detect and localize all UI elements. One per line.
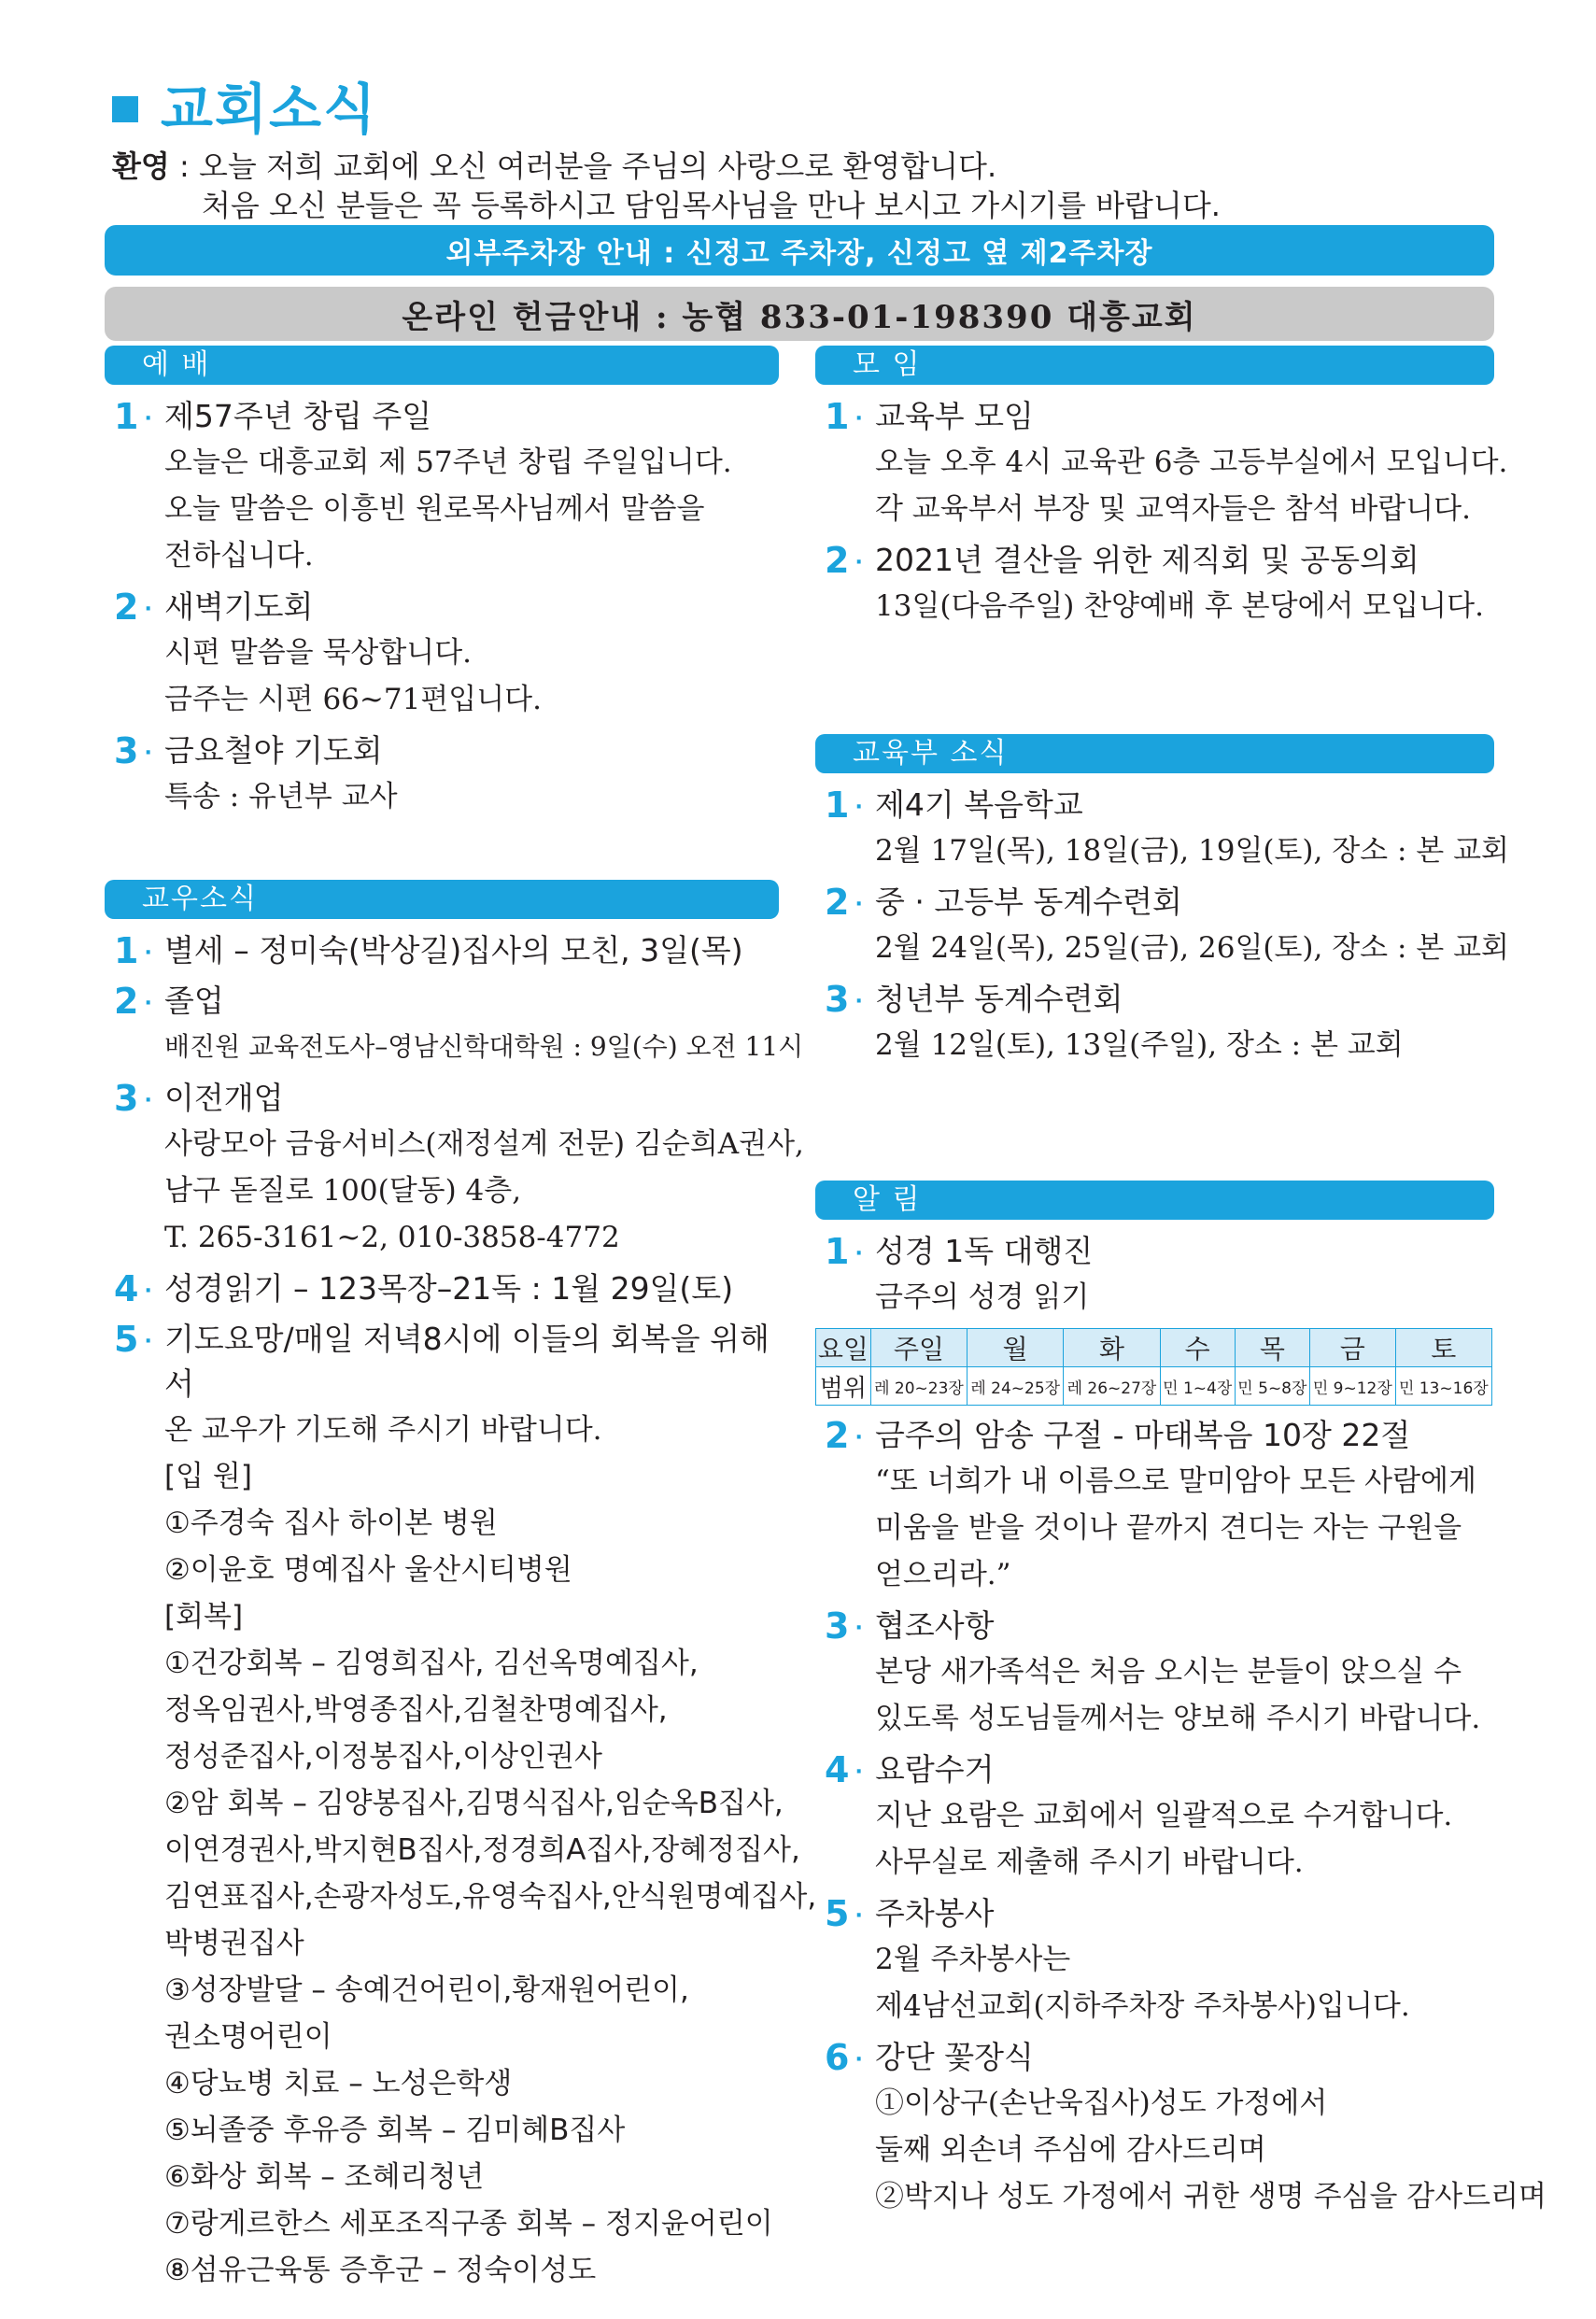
item-detail-line: 남구 돋질로 100(달동) 4층, [164, 1174, 522, 1208]
item-title-suffix: – 123목장–21독 : 1월 29일(토) [283, 1270, 734, 1307]
item-title [164, 394, 779, 439]
middle-dot-icon: · [144, 741, 152, 765]
item-title-text: 성경읽기 [164, 1270, 284, 1307]
item-title [875, 538, 1494, 583]
item-number [114, 1317, 152, 1365]
item-title [875, 1229, 1494, 1274]
item-title [875, 1747, 1494, 1792]
list-item [815, 1413, 1494, 1598]
list-item [105, 1076, 804, 1261]
welcome-label: 환영 [112, 148, 170, 184]
item-detail-line: ④당뇨병 치료 – 노성은학생 [164, 2067, 513, 2100]
list-item [815, 538, 1494, 629]
middle-dot-icon: · [854, 1760, 863, 1784]
item-number-digit: 1 [825, 1231, 850, 1272]
item-title [875, 1604, 1494, 1648]
table-cell: 레 24~25장 [967, 1367, 1064, 1406]
item-title-text: 제4기 복음학교 [875, 786, 1083, 823]
item-number [825, 977, 863, 1025]
item-detail-line: 2월 24일(목), 25일(금), 26일(토), 장소 : 본 교회 [875, 931, 1509, 965]
item-number [114, 1266, 152, 1314]
table-cell: 화 [1064, 1329, 1160, 1367]
item-title-text: 교육부 모임 [875, 398, 1034, 434]
welcome-message [112, 147, 1221, 225]
bible-reading-table [815, 1328, 1492, 1406]
worship-list [105, 394, 779, 820]
item-number-digit: 6 [825, 2037, 850, 2078]
item-detail-line: ⑥화상 회복 – 조혜리청년 [164, 2160, 485, 2194]
item-detail-line: 사랑모아 금융서비스(재정설계 전문) 김순희A권사, [164, 1127, 804, 1161]
item-detail-line: 김연표집사,손광자성도,유영숙집사,안식원명예집사, [164, 1880, 817, 1914]
list-item [105, 1317, 817, 2294]
item-detail-line: ⑧섬유근육통 증후군 – 정숙이성도 [164, 2254, 597, 2287]
item-number-digit: 2 [825, 540, 850, 581]
item-title-text: 졸업 [164, 983, 224, 1019]
middle-dot-icon: · [144, 1279, 152, 1303]
list-item [105, 585, 779, 723]
item-number [825, 1891, 863, 1939]
item-title-text: 금요철야 기도회 [164, 732, 383, 769]
item-detail-line: 본당 새가족석은 처음 오시는 분들이 앉으실 수 [875, 1655, 1462, 1689]
item-detail-line: 오늘 말씀은 이흥빈 원로목사님께서 말씀을 [164, 492, 705, 526]
item-title [875, 394, 1494, 439]
item-title [164, 928, 779, 973]
item-title [164, 1076, 779, 1121]
item-number-digit: 2 [114, 981, 139, 1022]
item-number-digit: 3 [114, 1078, 139, 1119]
item-detail-line: 정성준집사,이정봉집사,이상인권사 [164, 1740, 602, 1774]
table-row [816, 1367, 1492, 1406]
item-title-text: 요람수거 [875, 1751, 995, 1788]
item-detail-line: [입 원] [164, 1460, 252, 1493]
middle-dot-icon: · [854, 1425, 863, 1449]
item-title [875, 977, 1494, 1022]
item-detail-line: ①이상구(손난욱집사)성도 가정에서 [875, 2086, 1328, 2120]
item-detail-line: 13일(다음주일) 찬양예배 후 본당에서 모입니다. [875, 589, 1484, 623]
item-detail-line: 얻으리라.” [875, 1558, 1011, 1591]
item-number [825, 2035, 863, 2083]
list-item [815, 1229, 1494, 1321]
item-number [114, 728, 152, 776]
middle-dot-icon: · [144, 597, 152, 621]
item-number [825, 1604, 863, 1651]
item-detail-line: 특송 : 유년부 교사 [164, 780, 398, 813]
list-item [105, 979, 804, 1070]
item-detail-line: 지난 요람은 교회에서 일괄적으로 수거합니다. [875, 1799, 1453, 1832]
item-title-suffix: – 정미숙(박상길)집사의 모친, 3일(목) [223, 932, 743, 969]
item-title-text: 금주의 암송 구절 - 마태복음 10장 22절 [875, 1417, 1411, 1453]
right-column [815, 346, 1547, 2220]
item-detail-line: ②암 회복 – 김양봉집사,김명식집사,임순옥B집사, [164, 1787, 784, 1820]
item-number-digit: 2 [825, 1415, 850, 1456]
item-title [164, 585, 779, 629]
item-title-text: 주차봉사 [875, 1895, 995, 1931]
table-cell: 월 [967, 1329, 1064, 1367]
item-detail-line: 이연경권사,박지현B집사,정경희A집사,장혜정집사, [164, 1833, 800, 1867]
left-column [105, 346, 817, 2294]
table-cell: 레 26~27장 [1064, 1367, 1160, 1406]
middle-dot-icon: · [854, 550, 863, 574]
table-cell: 민 1~4장 [1160, 1367, 1235, 1406]
item-number [825, 538, 863, 586]
table-row [816, 1329, 1492, 1367]
item-detail-line: 오늘 오후 4시 교육관 6층 고등부실에서 모입니다. [875, 445, 1508, 479]
list-item [815, 394, 1508, 532]
education-heading: 교육부 소식 [815, 734, 1494, 773]
title-row [112, 79, 1221, 139]
list-item [815, 783, 1509, 874]
item-detail-line: T. 265-3161~2, 010-3858-4772 [164, 1221, 620, 1254]
item-detail-line: ②이윤호 명예집사 울산시티병원 [164, 1553, 572, 1587]
item-detail-line: 온 교우가 기도해 주시기 바랍니다. [164, 1413, 602, 1447]
item-detail-line: ①건강회복 – 김영희집사, 김선옥명예집사, [164, 1647, 699, 1680]
list-item [105, 928, 779, 973]
item-title [164, 1266, 779, 1311]
parking-banner: 외부주차장 안내 : 신정고 주차장, 신정고 옆 제2주차장 [105, 225, 1494, 276]
item-number-digit: 3 [825, 979, 850, 1020]
list-item [815, 1891, 1494, 2029]
item-number-digit: 2 [114, 587, 139, 628]
middle-dot-icon: · [144, 940, 152, 965]
item-number [114, 394, 152, 442]
meetings-list [815, 394, 1508, 629]
item-detail-line: [회복] [164, 1600, 244, 1633]
middle-dot-icon: · [144, 991, 152, 1015]
item-detail-line: 오늘은 대흥교회 제 57주년 창립 주일입니다. [164, 445, 732, 479]
welcome-line-2: 처음 오신 분들은 꼭 등록하시고 담임목사님을 만나 보시고 가시기를 바랍니다. [202, 188, 1221, 223]
item-title [875, 2035, 1494, 2080]
item-number-digit: 3 [114, 730, 139, 771]
table-cell: 금 [1309, 1329, 1395, 1367]
item-title-text: 제57주년 창립 주일 [164, 398, 432, 434]
item-number-digit: 4 [825, 1749, 850, 1790]
item-number-digit: 4 [114, 1268, 139, 1309]
item-detail-line: 전하십니다. [164, 539, 314, 573]
page-header [112, 79, 1221, 225]
item-detail-line: 제4남선교회(지하주차장 주차봉사)입니다. [875, 1989, 1410, 2023]
list-item [105, 1266, 779, 1311]
item-detail-line: 있도록 성도님들께서는 양보해 주시기 바랍니다. [875, 1702, 1481, 1735]
table-cell: 민 5~8장 [1235, 1367, 1309, 1406]
item-detail-line: 2월 17일(목), 18일(금), 19일(토), 장소 : 본 교회 [875, 834, 1509, 868]
item-detail-line: ⑦랑게르한스 세포조직구종 회복 – 정지윤어린이 [164, 2207, 773, 2241]
item-number [825, 1413, 863, 1461]
members-heading: 교우소식 [105, 880, 779, 919]
item-number-digit: 1 [114, 396, 139, 437]
notices-list [815, 1413, 1547, 2220]
item-detail-line: “또 너희가 내 이름으로 말미암아 모든 사람에게 [875, 1464, 1476, 1498]
item-title-text: 성경 1독 대행진 [875, 1233, 1094, 1269]
list-item [105, 394, 779, 579]
item-detail-line: 각 교육부서 부장 및 교역자들은 참석 바랍니다. [875, 492, 1471, 526]
page-title: 교회소식 [161, 78, 378, 141]
item-number [825, 783, 863, 830]
item-title [164, 728, 779, 773]
list-item [815, 1604, 1494, 1742]
item-title [875, 1891, 1494, 1936]
item-detail-line: ②박지나 성도 가정에서 귀한 생명 주심을 감사드리며 [875, 2180, 1547, 2213]
item-number [825, 394, 863, 442]
members-list [105, 928, 817, 2294]
meetings-heading: 모 임 [815, 346, 1494, 385]
middle-dot-icon: · [854, 989, 863, 1013]
list-item [815, 1747, 1494, 1886]
middle-dot-icon: · [144, 1329, 152, 1353]
square-bullet-icon [112, 96, 138, 122]
education-list [815, 783, 1509, 1068]
item-title-text: 기도요망 [164, 1321, 284, 1357]
item-detail-line: 사무실로 제출해 주시기 바랍니다. [875, 1845, 1304, 1879]
item-detail-line: 시편 말씀을 묵상합니다. [164, 636, 473, 670]
item-detail-line: 박병권집사 [164, 1927, 304, 1960]
item-title-text: 청년부 동계수련회 [875, 981, 1123, 1017]
list-item [105, 728, 779, 820]
middle-dot-icon: · [854, 795, 863, 819]
item-number-digit: 1 [825, 396, 850, 437]
item-detail-line: 2월 주차봉사는 [875, 1943, 1071, 1976]
item-detail-line: 금주는 시편 66~71편입니다. [164, 683, 542, 716]
table-cell: 수 [1160, 1329, 1235, 1367]
item-number [114, 979, 152, 1026]
middle-dot-icon: · [854, 1241, 863, 1266]
item-number-digit: 1 [114, 930, 139, 971]
notices-first-item [815, 1229, 1494, 1321]
item-detail-line: 미움을 받을 것이나 끝까지 견디는 자는 구원을 [875, 1511, 1462, 1545]
list-item [815, 977, 1494, 1068]
notices-heading: 알 림 [815, 1181, 1494, 1220]
worship-heading: 예 배 [105, 346, 779, 385]
item-number [114, 585, 152, 632]
item-number-digit: 2 [825, 882, 850, 923]
item-title [875, 880, 1494, 925]
middle-dot-icon: · [854, 2047, 863, 2072]
table-cell: 민 9~12장 [1309, 1367, 1395, 1406]
middle-dot-icon: · [854, 406, 863, 431]
item-number [825, 1747, 863, 1795]
list-item [815, 880, 1509, 971]
table-header-cell: 요일 [816, 1329, 871, 1367]
item-title [875, 1413, 1494, 1458]
item-detail-line: 권소명어린이 [164, 2020, 332, 2054]
list-item [815, 2035, 1547, 2220]
item-detail-line: 배진원 교육전도사–영남신학대학원 : 9일(수) 오전 11시 [164, 1031, 804, 1062]
item-title [875, 783, 1494, 827]
item-title [164, 1317, 779, 1407]
item-title-text: 협조사항 [875, 1607, 995, 1644]
item-title-text: 강단 꽃장식 [875, 2039, 1034, 2075]
table-cell: 목 [1235, 1329, 1309, 1367]
middle-dot-icon: · [854, 1903, 863, 1928]
item-detail-line: 둘째 외손녀 주심에 감사드리며 [875, 2133, 1266, 2167]
welcome-line-1: : 오늘 저희 교회에 오신 여러분을 주님의 사랑으로 환영합니다. [169, 148, 997, 184]
item-title-text: 2021년 결산을 위한 제직회 및 공동의회 [875, 542, 1419, 578]
item-detail-line: 금주의 성경 읽기 [875, 1280, 1090, 1314]
item-number-digit: 5 [114, 1319, 139, 1360]
item-title-text: 새벽기도회 [164, 588, 314, 625]
item-number [825, 880, 863, 927]
item-detail-line: ①주경숙 집사 하이본 병원 [164, 1506, 498, 1540]
item-number [114, 928, 152, 976]
table-cell: 민 13~16장 [1395, 1367, 1491, 1406]
item-detail-line: 정옥임권사,박영종집사,김철찬명예집사, [164, 1693, 668, 1727]
item-detail-line: ③성장발달 – 송예건어린이,황재원어린이, [164, 1973, 689, 2007]
item-title [164, 979, 779, 1024]
middle-dot-icon: · [144, 1088, 152, 1112]
item-number [114, 1076, 152, 1124]
middle-dot-icon: · [854, 892, 863, 916]
middle-dot-icon: · [144, 406, 152, 431]
item-title-suffix: /매일 저녁8시에 이들의 회복을 위해서 [164, 1321, 770, 1402]
item-number-digit: 3 [825, 1605, 850, 1647]
middle-dot-icon: · [854, 1616, 863, 1640]
item-title-text: 별세 [164, 932, 224, 969]
table-header-cell: 범위 [816, 1367, 871, 1406]
item-number [825, 1229, 863, 1277]
table-cell: 주일 [870, 1329, 967, 1367]
item-title-text: 중 · 고등부 동계수련회 [875, 884, 1182, 920]
item-detail-line: ⑤뇌졸중 후유증 회복 – 김미혜B집사 [164, 2114, 626, 2147]
item-number-digit: 1 [825, 785, 850, 826]
table-cell: 레 20~23장 [870, 1367, 967, 1406]
item-number-digit: 5 [825, 1893, 850, 1934]
offering-banner: 온라인 헌금안내 : 농협 833-01-198390 대흥교회 [105, 287, 1494, 341]
item-title-text: 이전개업 [164, 1080, 284, 1116]
item-detail-line: 2월 12일(토), 13일(주일), 장소 : 본 교회 [875, 1028, 1404, 1062]
table-cell: 토 [1395, 1329, 1491, 1367]
